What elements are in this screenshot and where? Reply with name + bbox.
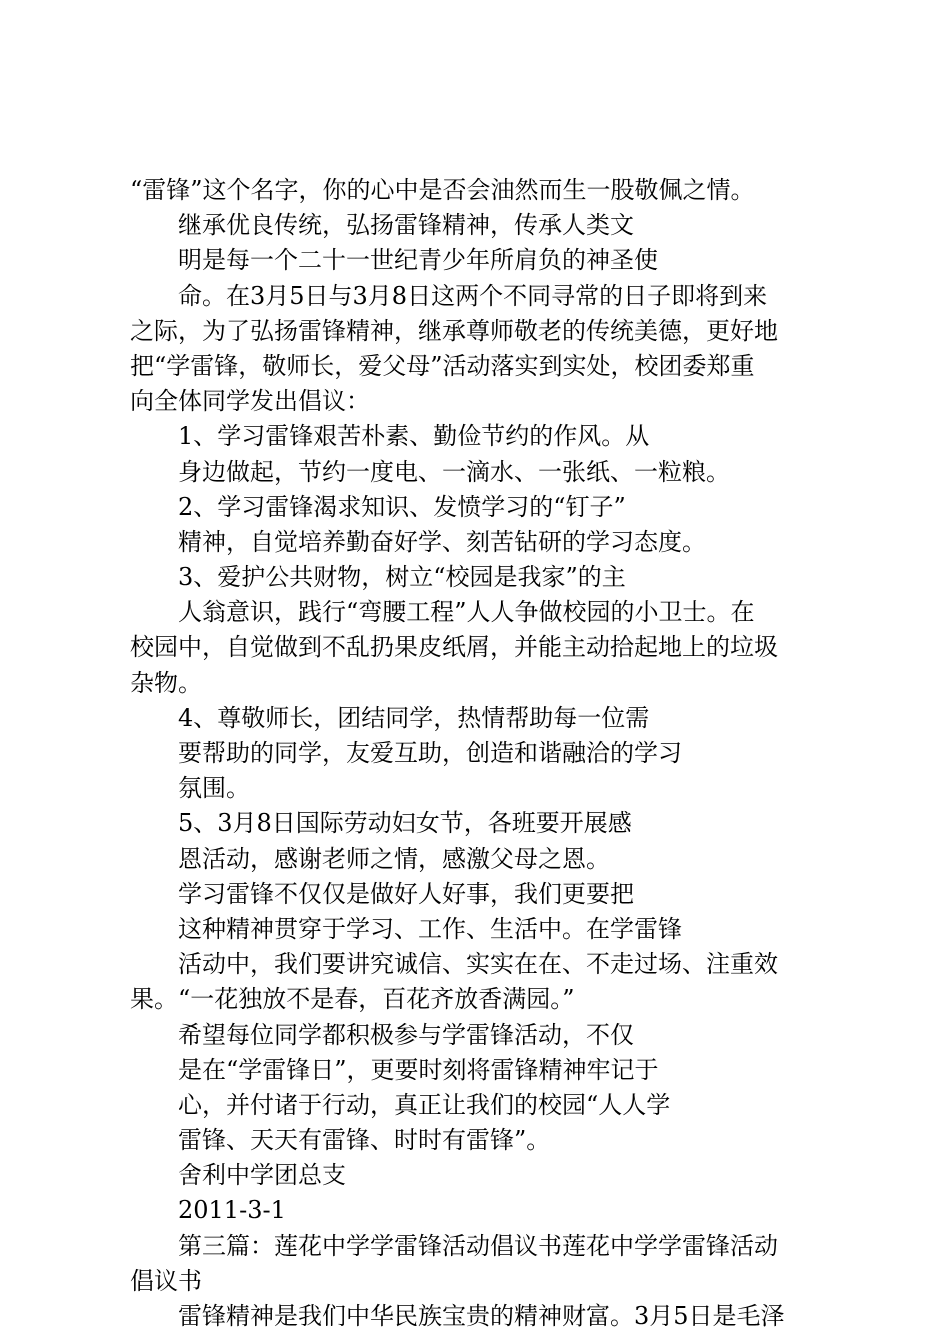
text-line: “雷锋”这个名字，你的心中是否会油然而生一股敬佩之情。 xyxy=(130,176,755,204)
text-line: 向全体同学发出倡议： xyxy=(130,387,370,416)
text-line: 命。在3月5日与3月8日这两个不同寻常的日子即将到来 xyxy=(178,281,768,310)
document-body xyxy=(130,173,835,1334)
text-line: 要帮助的同学，友爱互助，创造和谐融洽的学习 xyxy=(178,739,682,767)
text-line: 恩活动，感谢老师之情，感激父母之恩。 xyxy=(178,844,610,873)
text-line: 校园中，自觉做到不乱扔果皮纸屑，并能主动拾起地上的垃圾 xyxy=(130,633,778,662)
text-line: 3、爱护公共财物，树立“校园是我家”的主 xyxy=(178,563,626,592)
text-line: 倡议书 xyxy=(130,1266,202,1295)
text-line: 杂物。 xyxy=(130,668,202,697)
text-line: 人翁意识，践行“弯腰工程”人人争做校园的小卫士。在 xyxy=(178,598,755,627)
text-line: 把“学雷锋，敬师长，爱父母”活动落实到实处，校团委郑重 xyxy=(130,351,755,380)
text-line: 学习雷锋不仅仅是做好人好事，我们更要把 xyxy=(178,879,634,908)
text-line: 继承优良传统，弘扬雷锋精神，传承人类文 xyxy=(178,211,634,240)
text-line: 舍利中学团总支 xyxy=(178,1161,346,1190)
text-line: 是在“学雷锋日”，更要时刻将雷锋精神牢记于 xyxy=(178,1055,659,1084)
text-line: 2、学习雷锋渴求知识、发愤学习的“钉子” xyxy=(178,492,626,521)
text-line: 第三篇：莲花中学学雷锋活动倡议书莲花中学学雷锋活动 xyxy=(178,1231,778,1260)
text-line: 活动中，我们要讲究诚信、实实在在、不走过场、注重效 xyxy=(178,950,778,979)
text-line: 4、尊敬师长，团结同学，热情帮助每一位需 xyxy=(178,703,650,732)
text-line: 希望每位同学都积极参与学雷锋活动，不仅 xyxy=(178,1020,634,1049)
text-line: 氛围。 xyxy=(178,774,250,803)
text-line: 心，并付诸于行动，真正让我们的校园“人人学 xyxy=(178,1090,671,1119)
text-line: 2011-3-1 xyxy=(178,1196,286,1225)
text-line: 精神，自觉培养勤奋好学、刻苦钻研的学习态度。 xyxy=(178,527,706,556)
text-line: 果。“一花独放不是春，百花齐放香满园。” xyxy=(130,985,575,1014)
text-line: 这种精神贯穿于学习、工作、生活中。在学雷锋 xyxy=(178,914,682,943)
text-line: 明是每一个二十一世纪青少年所肩负的神圣使 xyxy=(178,246,658,275)
text-line: 雷锋精神是我们中华民族宝贵的精神财富。3月5日是毛泽 xyxy=(178,1302,785,1330)
text-line: 之际，为了弘扬雷锋精神，继承尊师敬老的传统美德，更好地 xyxy=(130,316,778,345)
text-line: 5、3月8日国际劳动妇女节，各班要开展感 xyxy=(178,809,632,838)
text-line: 身边做起，节约一度电、一滴水、一张纸、一粒粮。 xyxy=(178,457,730,486)
text-line: 1、学习雷锋艰苦朴素、勤俭节约的作风。从 xyxy=(178,422,650,451)
text-line: 雷锋、天天有雷锋、时时有雷锋”。 xyxy=(178,1126,551,1155)
